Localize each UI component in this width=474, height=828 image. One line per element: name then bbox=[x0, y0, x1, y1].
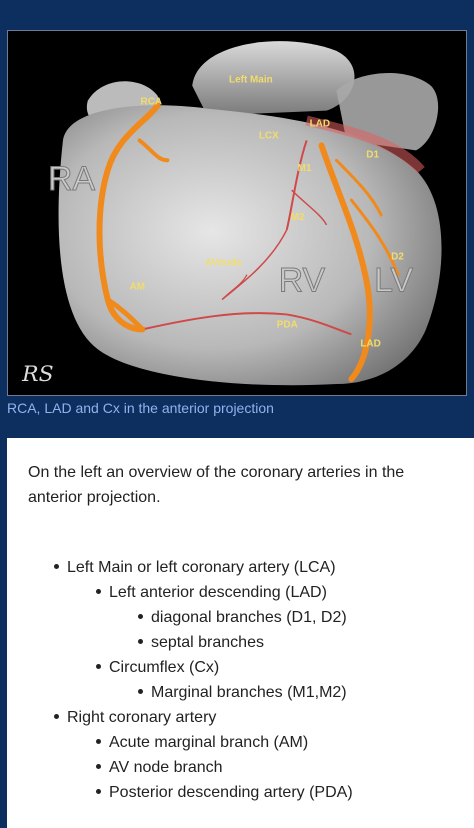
list-item bbox=[138, 633, 264, 653]
list-item bbox=[96, 583, 327, 603]
label-left-main: Left Main bbox=[229, 74, 273, 86]
signature-mark: RS bbox=[22, 362, 54, 388]
list-item bbox=[96, 733, 308, 753]
label-lcx: LCX bbox=[258, 130, 279, 142]
content-card bbox=[7, 438, 474, 828]
label-d1: D1 bbox=[366, 149, 380, 161]
intro-paragraph: On the left an overview of the coronary arteries in the anterior projection. bbox=[28, 464, 405, 506]
heart-illustration bbox=[8, 31, 466, 395]
bullet-icon bbox=[96, 739, 101, 744]
bullet-icon bbox=[96, 764, 101, 769]
list-item-label: Left anterior descending (LAD) bbox=[109, 584, 327, 601]
label-pda: PDA bbox=[276, 319, 298, 331]
list-item bbox=[138, 608, 347, 628]
coronary-anatomy-figure bbox=[7, 30, 467, 396]
bullet-icon bbox=[138, 614, 143, 619]
label-d2: D2 bbox=[391, 251, 404, 263]
list-item bbox=[138, 683, 347, 703]
bullet-icon bbox=[138, 639, 143, 644]
label-lad-bottom: LAD bbox=[360, 338, 381, 350]
bullet-icon bbox=[138, 689, 143, 694]
bullet-icon bbox=[96, 589, 101, 594]
bullet-icon bbox=[96, 664, 101, 669]
list-item bbox=[96, 758, 223, 778]
list-item bbox=[96, 658, 219, 678]
bullet-icon bbox=[54, 714, 59, 719]
label-am: AM bbox=[129, 281, 146, 293]
list-item-label: septal branches bbox=[151, 634, 264, 651]
list-item-label: Circumflex (Cx) bbox=[109, 659, 220, 676]
label-rv: RV bbox=[278, 261, 326, 300]
label-rca: RCA bbox=[140, 96, 163, 108]
label-ra: RA bbox=[48, 160, 95, 199]
list-item-label: Left Main or left coronary artery (LCA) bbox=[67, 559, 336, 576]
list-item-label: Posterior descending artery (PDA) bbox=[109, 784, 353, 801]
bullet-icon bbox=[54, 564, 59, 569]
list-item-label: Marginal branches (M1,M2) bbox=[151, 684, 347, 701]
label-lad-top: LAD bbox=[309, 118, 331, 130]
list-item bbox=[54, 708, 216, 728]
label-m2: M2 bbox=[290, 211, 305, 223]
bullet-icon bbox=[96, 789, 101, 794]
list-item-label: diagonal branches (D1, D2) bbox=[151, 609, 347, 626]
list-item-label: Acute marginal branch (AM) bbox=[109, 734, 309, 751]
list-item-label: Right coronary artery bbox=[67, 709, 217, 726]
list-item-label: AV node branch bbox=[109, 759, 223, 776]
label-av-node: AVnode bbox=[205, 257, 242, 269]
list-item bbox=[96, 783, 353, 803]
label-m1: M1 bbox=[297, 163, 312, 175]
list-item bbox=[54, 558, 336, 578]
label-lv: LV bbox=[374, 261, 414, 300]
figure-caption: RCA, LAD and Cx in the anterior projection bbox=[7, 400, 274, 416]
